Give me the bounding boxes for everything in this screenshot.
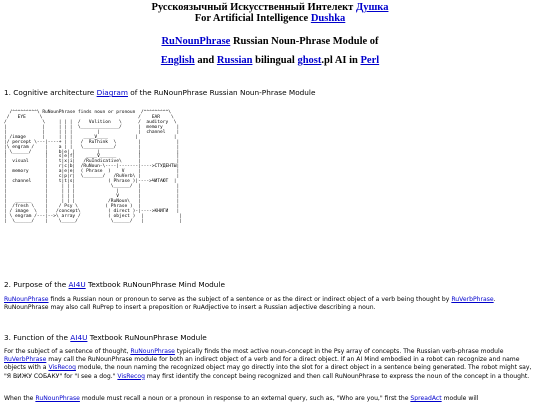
- section-1-prefix: 1. Cognitive architecture: [4, 88, 97, 97]
- section-1-suffix: of the RuNounPhrase Russian Noun-Phrase Module: [127, 88, 316, 97]
- dushka-russian-link[interactable]: Душка: [355, 2, 389, 13]
- ruverbphrase-link[interactable]: RuVerbPhrase: [451, 296, 494, 303]
- function-text-1: For the subject of a sentence of thought,: [4, 348, 131, 355]
- russian-link[interactable]: Russian: [216, 55, 253, 66]
- recall-paragraph: [4, 395, 536, 403]
- ghost-link[interactable]: ghost: [297, 55, 322, 66]
- visrecog-link[interactable]: VisRecog: [48, 364, 76, 372]
- purpose-text-1: finds a Russian noun or pronoun to serve as the subject of a sentence or as the direct or indirect object of a verb being thought by: [48, 296, 452, 303]
- section-3-prefix: 3. Function of the: [4, 333, 71, 342]
- diagram-link[interactable]: Diagram: [96, 88, 128, 97]
- function-text-3: may call the RuNounPhrase module for both an indirect object of a verb and for a direct object. If an AI Mind embodied in a robot can recognize and name objects with a: [4, 356, 520, 372]
- visrecog-link[interactable]: VisRecog: [117, 372, 145, 380]
- module-title: [0, 36, 540, 47]
- subtitle-text-and: and: [194, 55, 217, 66]
- function-text-2: typically finds the most active noun-concept in the Psy array of concepts. The Russian verb-phrase module: [174, 348, 504, 355]
- perl-link[interactable]: Perl: [360, 55, 380, 66]
- recall-text-2: module must recall a noun or a pronoun in response to an external query, such as, "Who are you," first the: [79, 395, 411, 402]
- recall-text-1: When the: [4, 395, 36, 402]
- english-link[interactable]: English: [160, 55, 195, 66]
- module-title-text: Russian Noun-Phrase Module of: [230, 36, 379, 47]
- bilingual-subtitle: [0, 55, 540, 66]
- purpose-paragraph: [4, 296, 536, 312]
- function-paragraph: [4, 348, 536, 381]
- function-text-4: module, the noun naming the recognized object may go directly into the slot for a direct object in a sentence being generated. The robot might say, "Я ВИЖУ СОБАКУ" for "I see a dog.": [4, 364, 532, 380]
- section-3-heading: [4, 333, 207, 342]
- subtitle-text-bilingual: bilingual: [252, 55, 298, 66]
- ascii-architecture-diagram: /^^^^^^^^^\ RuNounPhrase finds noun or pronoun /^^^^^^^^^\ / EYE \ / EAR \ / \ | | | / Volition \ / auditory \ | | | | | \______________/ | memory | | | | | | | | channel | | /image | | | | ____V____ | | |/ percept \---|----+ | | / RuThink \ | | |\ engram / | a | | \___________/ | | | \______/ | b|e| | | | | | | s|e|f| ____V______ | | | visual | t|x|i| /RuIndicative\ | | | | r|c|b| /RuNoun-\----|-------|---->СТУДЕНТЫ| | memory | a|e|e| ( Phrase ) V | | | | c|p|r| \_______/ /RuVerb\ | | | channel | t|t|s| ( Phrase )|---->ЧИТАЮТ | | | | | | \______/ | | | | | | | | | | | | | | | V | | | ______ | | | | /RuNoun\ | | | /fresh \ | / Psy \ ( Phrase ) | | | / image \ | /concept\ ( direct )-|---->КНИГИ | | \ engram /---|-->\ array / ( object ) | | | \______/ | \_____/ \______/ | |: [4, 110, 182, 224]
- section-3-suffix: Textbook RuNounPhrase Module: [87, 333, 207, 342]
- subtitle-text-pl-ai-in: .pl AI in: [321, 55, 361, 66]
- runounphrase-link[interactable]: RuNounPhrase: [4, 296, 49, 303]
- header-line-2-text: For Artificial Intelligence: [194, 13, 311, 24]
- spreadact-link[interactable]: SpreadAct: [410, 395, 442, 402]
- section-2-prefix: 2. Purpose of the: [4, 280, 69, 289]
- header-line-1-text: Русскоязычный Искусственный Интелект: [151, 2, 356, 13]
- runounphrase-link[interactable]: RuNounPhrase: [35, 395, 80, 402]
- runounphrase-link[interactable]: RuNounPhrase: [130, 348, 175, 355]
- ai4u-link-section-2[interactable]: AI4U: [68, 280, 86, 289]
- header-line-russian-title: [0, 2, 540, 13]
- recall-text-3: module will: [441, 395, 479, 402]
- function-text-5: may first identify the concept being recognized and then call RuNounPhrase to express the noun of the concept in a thought.: [144, 372, 530, 380]
- runounphrase-title-link[interactable]: RuNounPhrase: [161, 36, 231, 47]
- section-1-heading: [4, 88, 315, 97]
- purpose-text-2: . RuNounPhrase may also call RuPrep to insert a preposition or RuAdjective to insert a Russian adjective describing a noun.: [4, 296, 496, 312]
- ruverbphrase-link[interactable]: RuVerbPhrase: [4, 356, 47, 364]
- header-line-english-title: [0, 13, 540, 24]
- dushka-link[interactable]: Dushka: [310, 13, 346, 24]
- ai4u-link-section-3[interactable]: AI4U: [70, 333, 88, 342]
- section-2-heading: [4, 280, 225, 289]
- section-2-suffix: Textbook RuNounPhrase Mind Module: [85, 280, 225, 289]
